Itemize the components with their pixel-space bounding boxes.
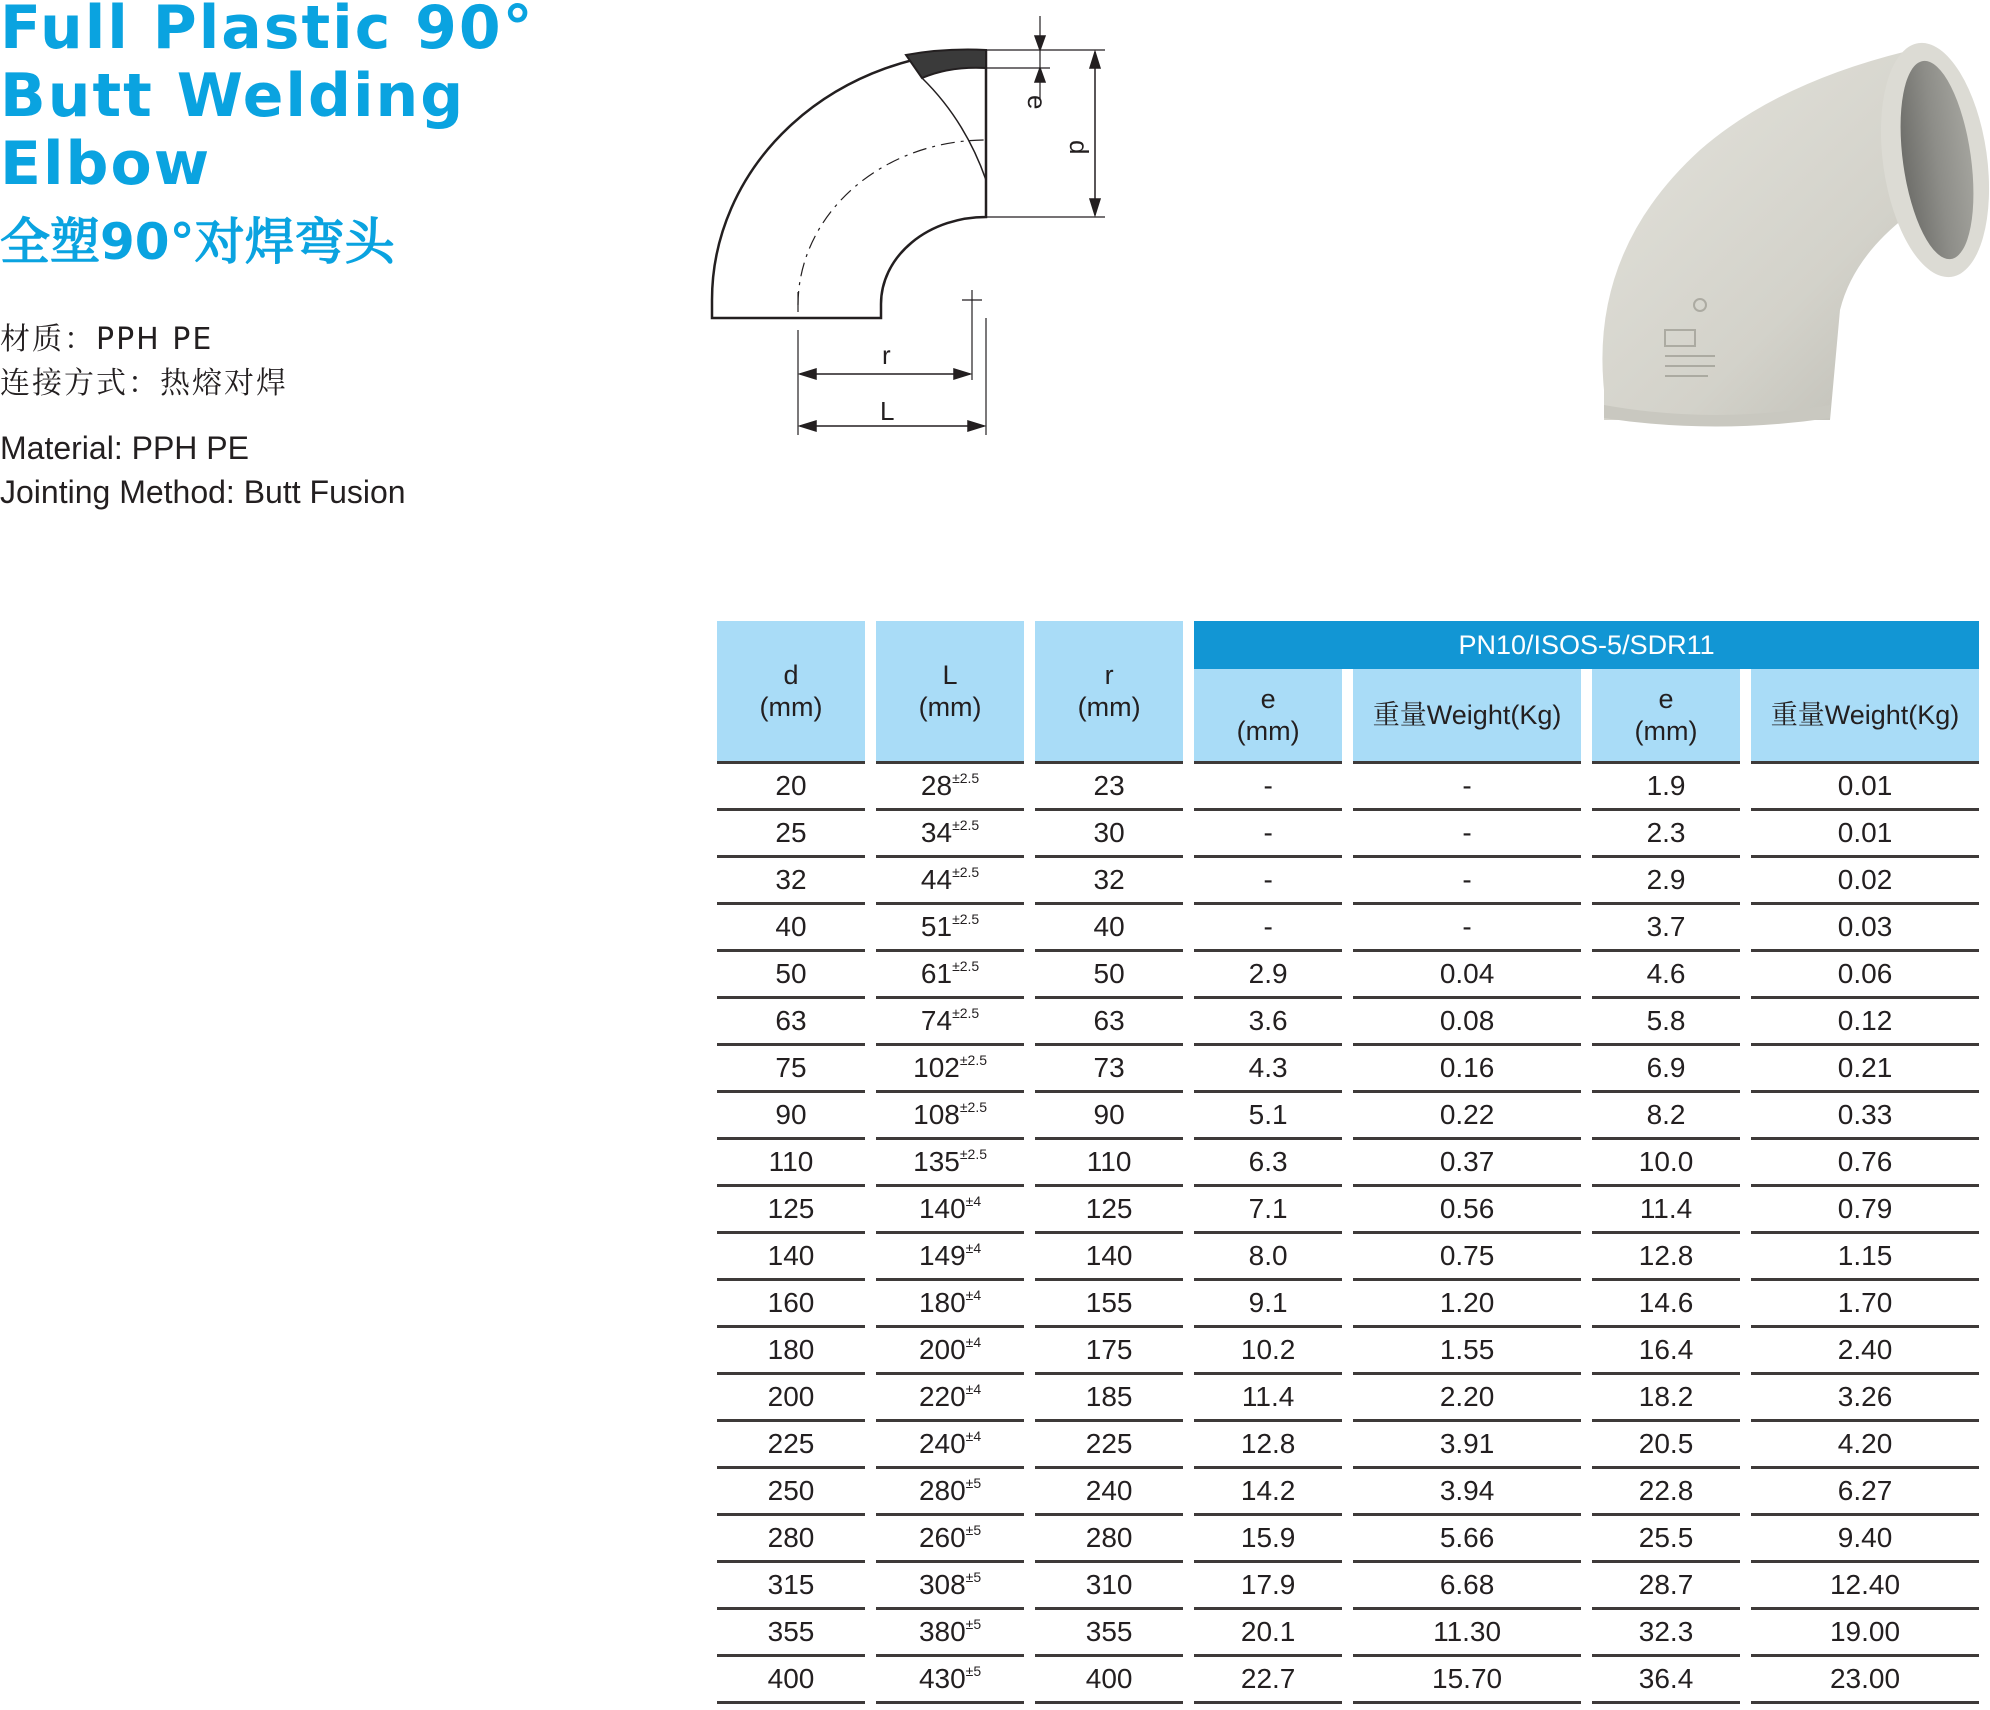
cell-w2: 0.01 [1751,764,1979,811]
cell-w1: - [1353,764,1581,811]
elbow-outer-arc [712,51,986,318]
header-L [876,621,1024,764]
cell-r: 50 [1035,952,1183,999]
cell-d: 75 [717,1046,865,1093]
header-L-name: L [942,660,958,690]
spec-table [706,621,1990,1704]
table-row [717,1328,1979,1375]
length-tolerance: ±4 [965,1240,982,1256]
length-tolerance: ±2.5 [952,911,980,927]
cell-e1: 3.6 [1194,999,1342,1046]
cell-e2: 11.4 [1592,1187,1740,1234]
length-value: 135 [913,1146,960,1177]
table-row [717,764,1979,811]
length-tolerance: ±4 [965,1381,982,1397]
cell-w2: 0.02 [1751,858,1979,905]
label-L: L [880,396,895,426]
cell-w1: 11.30 [1353,1610,1581,1657]
cell-w1: 0.75 [1353,1234,1581,1281]
cell-w2: 3.26 [1751,1375,1979,1422]
cell-e2: 2.3 [1592,811,1740,858]
cell-w2: 6.27 [1751,1469,1979,1516]
material-en: Material: PPH PE [0,430,249,466]
table-row [717,1422,1979,1469]
cell-e2: 25.5 [1592,1516,1740,1563]
table-row [717,1140,1979,1187]
length-value: 51 [920,911,953,942]
header-e1-name: e [1260,684,1276,714]
cell-e1: 22.7 [1194,1657,1342,1704]
table-row [717,1469,1979,1516]
length-tolerance: ±5 [965,1522,982,1538]
cell-e1: - [1194,811,1342,858]
cell-d: 140 [717,1234,865,1281]
cell-d: 25 [717,811,865,858]
length-value: 102 [913,1052,960,1083]
cell-L [876,811,1024,858]
cell-r: 225 [1035,1422,1183,1469]
length-tolerance: ±4 [965,1193,982,1209]
cell-e1: 2.9 [1194,952,1342,999]
info-en [0,426,406,514]
cell-L [876,1563,1024,1610]
spec-table-body [717,764,1979,1704]
header-r-unit: (mm) [1077,692,1141,722]
product-title [0,0,535,198]
header-e2-unit: (mm) [1634,716,1698,746]
cell-w1: 5.66 [1353,1516,1581,1563]
cell-w2: 0.03 [1751,905,1979,952]
cell-e1: 4.3 [1194,1046,1342,1093]
cell-e1: 11.4 [1194,1375,1342,1422]
length-tolerance: ±2.5 [952,1005,980,1021]
cell-e1: - [1194,858,1342,905]
cell-r: 175 [1035,1328,1183,1375]
header-r [1035,621,1183,764]
cell-w1: - [1353,858,1581,905]
header-L-unit: (mm) [918,692,982,722]
cell-d: 20 [717,764,865,811]
cell-d: 280 [717,1516,865,1563]
length-tolerance: ±2.5 [952,770,980,786]
cell-r: 240 [1035,1469,1183,1516]
length-tolerance: ±2.5 [959,1146,987,1162]
length-value: 149 [918,1240,966,1271]
cell-e1: 12.8 [1194,1422,1342,1469]
length-tolerance: ±5 [965,1569,982,1585]
length-value: 34 [920,817,953,848]
length-value: 44 [920,864,953,895]
label-r: r [882,340,891,370]
cell-L [876,999,1024,1046]
length-value: 260 [918,1522,966,1553]
cell-w2: 0.76 [1751,1140,1979,1187]
length-value: 108 [913,1099,960,1130]
label-e: e [1022,95,1052,110]
cell-w2: 12.40 [1751,1563,1979,1610]
cell-r: 90 [1035,1093,1183,1140]
table-row [717,1563,1979,1610]
length-value: 61 [920,958,953,989]
cell-r: 40 [1035,905,1183,952]
length-value: 308 [918,1569,966,1600]
header-r-name: r [1104,660,1114,690]
cell-d: 355 [717,1610,865,1657]
cell-w2: 0.33 [1751,1093,1979,1140]
cell-L [876,1375,1024,1422]
cell-L [876,1422,1024,1469]
length-tolerance: ±5 [965,1475,982,1491]
cell-r: 63 [1035,999,1183,1046]
cell-d: 180 [717,1328,865,1375]
length-value: 430 [918,1663,966,1694]
length-value: 28 [920,770,953,801]
cell-e1: 5.1 [1194,1093,1342,1140]
length-tolerance: ±4 [965,1287,982,1303]
cell-w1: 0.16 [1353,1046,1581,1093]
cell-e1: 7.1 [1194,1187,1342,1234]
cell-d: 200 [717,1375,865,1422]
cell-L [876,905,1024,952]
cell-w1: - [1353,905,1581,952]
cell-w1: 0.08 [1353,999,1581,1046]
cell-e1: 14.2 [1194,1469,1342,1516]
cell-w1: 6.68 [1353,1563,1581,1610]
title-line-2: Butt Welding [0,61,466,131]
header-d [717,621,865,764]
cell-e2: 36.4 [1592,1657,1740,1704]
cell-w1: 1.20 [1353,1281,1581,1328]
cell-e1: - [1194,905,1342,952]
cell-w2: 2.40 [1751,1328,1979,1375]
cell-L [876,1281,1024,1328]
cell-r: 32 [1035,858,1183,905]
cell-e2: 4.6 [1592,952,1740,999]
cell-L [876,764,1024,811]
cell-e2: 28.7 [1592,1563,1740,1610]
cell-w2: 0.12 [1751,999,1979,1046]
cell-L [876,952,1024,999]
length-tolerance: ±5 [965,1616,982,1632]
table-row [717,811,1979,858]
cell-e1: 9.1 [1194,1281,1342,1328]
length-tolerance: ±2.5 [952,958,980,974]
table-row [717,1375,1979,1422]
cell-e2: 10.0 [1592,1140,1740,1187]
cell-d: 40 [717,905,865,952]
header-weight2: 重量Weight(Kg) [1751,669,1979,764]
length-tolerance: ±2.5 [952,817,980,833]
cell-w1: 0.56 [1353,1187,1581,1234]
cell-w1: 1.55 [1353,1328,1581,1375]
cell-w2: 23.00 [1751,1657,1979,1704]
cell-r: 280 [1035,1516,1183,1563]
table-row [717,1093,1979,1140]
cell-e2: 6.9 [1592,1046,1740,1093]
cell-d: 90 [717,1093,865,1140]
elbow-product-photo [1590,30,1990,430]
cell-r: 155 [1035,1281,1183,1328]
table-row [717,858,1979,905]
cell-e2: 2.9 [1592,858,1740,905]
length-value: 74 [920,1005,953,1036]
cell-d: 160 [717,1281,865,1328]
cell-e2: 1.9 [1592,764,1740,811]
header-e2 [1592,669,1740,764]
cell-L [876,1657,1024,1704]
cell-L [876,1187,1024,1234]
cell-w2: 4.20 [1751,1422,1979,1469]
length-tolerance: ±4 [965,1428,982,1444]
cell-e1: - [1194,764,1342,811]
table-row [717,1234,1979,1281]
cell-e1: 15.9 [1194,1516,1342,1563]
length-tolerance: ±4 [965,1334,982,1350]
cell-e2: 16.4 [1592,1328,1740,1375]
jointing-cn: 连接方式：热熔对焊 [0,366,288,401]
title-line-1: Full Plastic 90° [0,0,535,63]
cell-r: 23 [1035,764,1183,811]
cell-w2: 19.00 [1751,1610,1979,1657]
cell-w2: 0.01 [1751,811,1979,858]
cell-r: 355 [1035,1610,1183,1657]
length-tolerance: ±2.5 [952,864,980,880]
cell-e2: 18.2 [1592,1375,1740,1422]
cell-r: 400 [1035,1657,1183,1704]
cell-w2: 0.06 [1751,952,1979,999]
cell-L [876,1234,1024,1281]
cell-e1: 8.0 [1194,1234,1342,1281]
cell-w1: 3.94 [1353,1469,1581,1516]
cell-r: 73 [1035,1046,1183,1093]
title-line-3: Elbow [0,129,212,199]
cell-e1: 20.1 [1194,1610,1342,1657]
cell-L [876,1328,1024,1375]
length-value: 380 [918,1616,966,1647]
cell-w2: 0.21 [1751,1046,1979,1093]
table-row [717,1516,1979,1563]
cell-L [876,1093,1024,1140]
table-row [717,1657,1979,1704]
header-e2-name: e [1658,684,1674,714]
cell-L [876,858,1024,905]
cell-e2: 8.2 [1592,1093,1740,1140]
jointing-en: Jointing Method: Butt Fusion [0,474,406,510]
cell-L [876,1046,1024,1093]
cell-L [876,1516,1024,1563]
cell-d: 63 [717,999,865,1046]
length-value: 180 [918,1287,966,1318]
cell-w2: 1.70 [1751,1281,1979,1328]
cell-L [876,1140,1024,1187]
cell-w2: 1.15 [1751,1234,1979,1281]
label-d: d [1064,140,1094,155]
material-cn: 材质：PPH PE [0,322,214,357]
product-title-cn: 全塑90°对焊弯头 [0,213,395,271]
length-tolerance: ±5 [965,1663,982,1679]
cell-e2: 14.6 [1592,1281,1740,1328]
cell-e2: 20.5 [1592,1422,1740,1469]
cell-L [876,1610,1024,1657]
cell-L [876,1469,1024,1516]
cell-w2: 0.79 [1751,1187,1979,1234]
cell-r: 310 [1035,1563,1183,1610]
table-row [717,952,1979,999]
cell-e1: 10.2 [1194,1328,1342,1375]
length-tolerance: ±2.5 [959,1052,987,1068]
cell-w1: - [1353,811,1581,858]
cell-r: 30 [1035,811,1183,858]
cell-d: 125 [717,1187,865,1234]
cell-w2: 9.40 [1751,1516,1979,1563]
table-row [717,999,1979,1046]
cell-w1: 15.70 [1353,1657,1581,1704]
cell-e2: 22.8 [1592,1469,1740,1516]
cell-d: 50 [717,952,865,999]
length-value: 280 [918,1475,966,1506]
elbow-technical-drawing [700,0,1120,440]
header-e1 [1194,669,1342,764]
info-cn [0,318,288,406]
cell-e2: 3.7 [1592,905,1740,952]
table-row [717,905,1979,952]
table-row [717,1187,1979,1234]
length-value: 140 [918,1193,966,1224]
cell-r: 110 [1035,1140,1183,1187]
cell-d: 225 [717,1422,865,1469]
cell-w1: 0.22 [1353,1093,1581,1140]
length-value: 240 [918,1428,966,1459]
cell-e1: 6.3 [1194,1140,1342,1187]
length-value: 220 [918,1381,966,1412]
table-row [717,1610,1979,1657]
cell-d: 250 [717,1469,865,1516]
cell-w1: 2.20 [1353,1375,1581,1422]
cell-r: 140 [1035,1234,1183,1281]
cell-d: 400 [717,1657,865,1704]
cell-w1: 3.91 [1353,1422,1581,1469]
cell-d: 315 [717,1563,865,1610]
cell-e2: 5.8 [1592,999,1740,1046]
cell-e2: 32.3 [1592,1610,1740,1657]
cell-r: 125 [1035,1187,1183,1234]
table-row [717,1281,1979,1328]
cell-w1: 0.37 [1353,1140,1581,1187]
cell-d: 32 [717,858,865,905]
cell-e1: 17.9 [1194,1563,1342,1610]
table-row [717,1046,1979,1093]
length-tolerance: ±2.5 [959,1099,987,1115]
header-d-name: d [783,660,799,690]
cell-r: 185 [1035,1375,1183,1422]
header-weight1: 重量Weight(Kg) [1353,669,1581,764]
cell-w1: 0.04 [1353,952,1581,999]
header-d-unit: (mm) [759,692,823,722]
header-pn-group: PN10/ISOS-5/SDR11 [1194,621,1979,669]
cell-e2: 12.8 [1592,1234,1740,1281]
length-value: 200 [918,1334,966,1365]
header-e1-unit: (mm) [1236,716,1300,746]
cell-d: 110 [717,1140,865,1187]
